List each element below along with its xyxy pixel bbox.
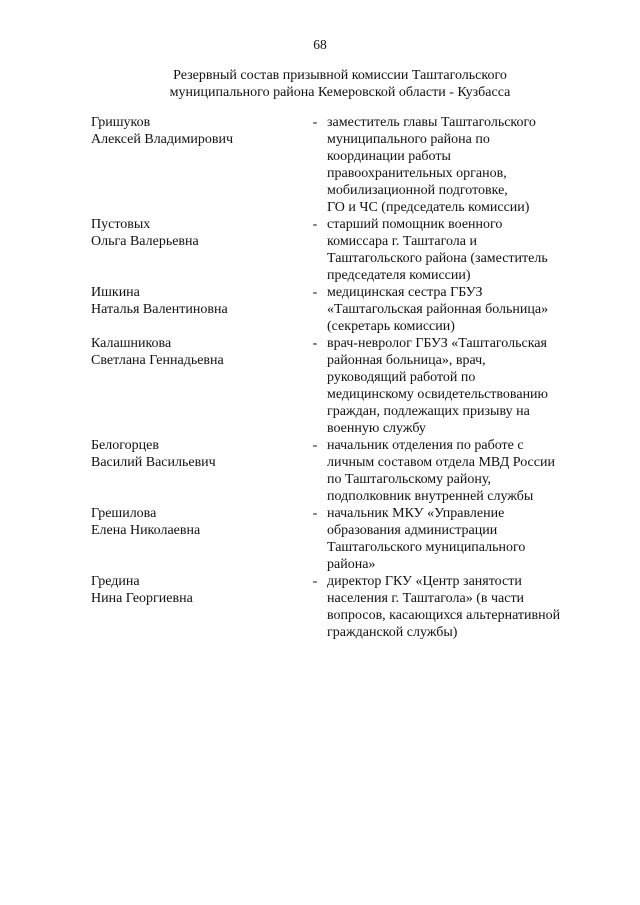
member-dash: - [312,285,318,300]
member-given-names: Наталья Валентиновна [91,302,228,317]
document-title [120,67,560,101]
member-role-line: координации работы [327,149,451,164]
member-role-line: граждан, подлежащих призыву на [327,404,530,419]
member-dash: - [312,217,318,232]
member-dash: - [312,438,318,453]
member-surname: Калашникова [91,336,172,351]
member-role-line: председателя комиссии) [327,268,471,283]
member-surname: Гришуков [91,115,151,130]
member-role-line: комиссара г. Таштагола и [327,234,477,249]
commission-member [0,216,640,284]
member-surname: Грешилова [91,506,157,521]
member-role-line: населения г. Таштагола» (в части [327,591,525,606]
title-line: Резервный состав призывной комиссии Таштагольского [173,68,507,83]
member-surname: Пустовых [91,217,151,232]
member-role [327,437,597,505]
member-name [91,335,301,369]
member-name [91,437,301,471]
member-role-line: (секретарь комиссии) [327,319,455,334]
commission-member [0,114,640,216]
member-role-line: старший помощник военного [327,217,503,232]
member-given-names: Нина Георгиевна [91,591,193,606]
commission-member [0,335,640,437]
member-given-names: Ольга Валерьевна [91,234,199,249]
member-role-line: Таштагольского муниципального [327,540,526,555]
member-name [91,114,301,148]
member-role [327,216,597,284]
member-role-line: руководящий работой по [327,370,476,385]
member-surname: Белогорцев [91,438,159,453]
member-surname: Гредина [91,574,140,589]
member-role-line: врач-невролог ГБУЗ «Таштагольская [327,336,547,351]
member-name [91,284,301,318]
member-role [327,114,597,216]
member-role-line: военную службу [327,421,426,436]
member-role-line: подполковник внутренней службы [327,489,534,504]
commission-member-list [0,114,640,641]
member-given-names: Елена Николаевна [91,523,201,538]
member-given-names: Василий Васильевич [91,455,216,470]
member-role-line: заместитель главы Таштагольского [327,115,536,130]
member-role [327,505,597,573]
member-role-line: «Таштагольская районная больница» [327,302,549,317]
member-role-line: мобилизационной подготовке, [327,183,508,198]
member-dash: - [312,115,318,130]
page-number: 68 [313,37,327,52]
member-role-line: начальник МКУ «Управление [327,506,505,521]
member-role-line: по Таштагольскому району, [327,472,491,487]
member-role [327,335,597,437]
commission-member [0,437,640,505]
member-name [91,573,301,607]
member-role-line: ГО и ЧС (председатель комиссии) [327,200,530,215]
member-dash: - [312,336,318,351]
member-surname: Ишкина [91,285,140,300]
member-name [91,505,301,539]
member-role [327,284,597,335]
member-role-line: правоохранительных органов, [327,166,507,181]
member-role-line: вопросов, касающихся альтернативной [327,608,561,623]
member-role-line: начальник отделения по работе с [327,438,524,453]
member-role-line: медицинская сестра ГБУЗ [327,285,483,300]
member-role-line: гражданской службы) [327,625,458,640]
title-line: муниципального района Кемеровской области - Кузбасса [169,85,511,100]
member-dash: - [312,574,318,589]
member-given-names: Светлана Геннадьевна [91,353,224,368]
member-role [327,573,597,641]
commission-member [0,284,640,335]
commission-member [0,573,640,641]
member-role-line: личным составом отдела МВД России [327,455,555,470]
member-role-line: муниципального района по [327,132,490,147]
member-given-names: Алексей Владимирович [91,132,234,147]
member-role-line: образования администрации [327,523,498,538]
member-role-line: директор ГКУ «Центр занятости [327,574,522,589]
member-role-line: Таштагольского района (заместитель [327,251,548,266]
member-role-line: района» [327,557,376,572]
commission-member [0,505,640,573]
member-dash: - [312,506,318,521]
member-role-line: районная больница», врач, [327,353,486,368]
member-role-line: медицинскому освидетельствованию [327,387,549,402]
member-name [91,216,301,250]
